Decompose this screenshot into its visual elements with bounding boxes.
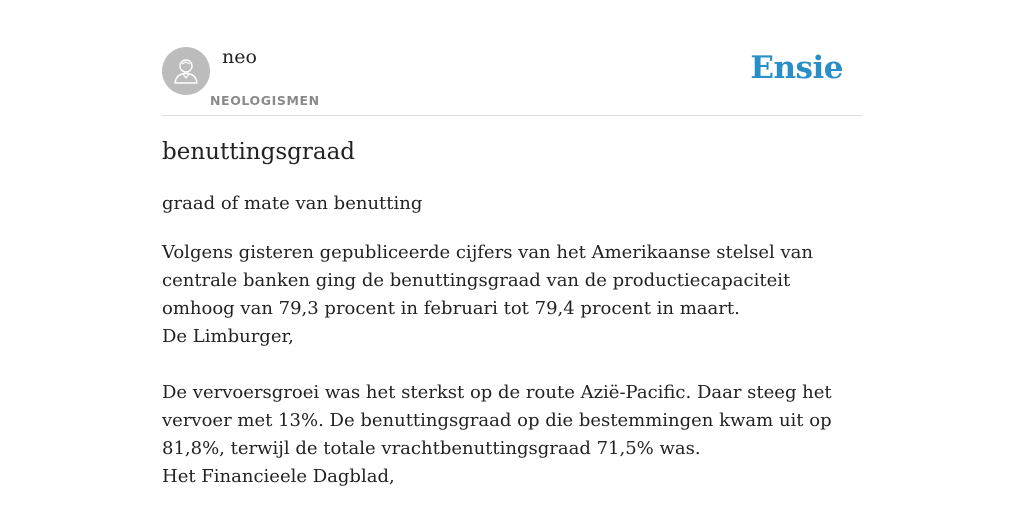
example-source: Het Financieele Dagblad,	[162, 466, 395, 487]
definition: graad of mate van benutting	[162, 193, 423, 214]
examples	[162, 239, 862, 491]
example-spacer	[162, 351, 862, 379]
example-source: De Limburger,	[162, 326, 294, 347]
avatar[interactable]	[162, 47, 210, 95]
entry-card	[162, 0, 862, 487]
example-text: Volgens gisteren gepubliceerde cijfers van het Amerikaanse stelsel van centrale banken ging de benuttingsgraad van de productiecapaciteit omhoog van 79,3 procent in februari tot 79,4 procent in maart.	[162, 242, 813, 319]
category-label[interactable]: NEOLOGISMEN	[210, 93, 320, 108]
username[interactable]: neo	[222, 46, 257, 68]
ensie-logo[interactable]: Ensie	[750, 50, 843, 86]
page-title: benuttingsgraad	[162, 139, 356, 165]
example-text: De vervoersgroei was het sterkst op de route Azië-Pacific. Daar steeg het vervoer met 13%. De benuttingsgraad op die bestemmingen kwam uit op 81,8%, terwijl de totale vrachtbenuttingsgraad 71,5% was.	[162, 382, 832, 459]
user-outline-icon	[171, 56, 201, 86]
header	[162, 0, 862, 116]
